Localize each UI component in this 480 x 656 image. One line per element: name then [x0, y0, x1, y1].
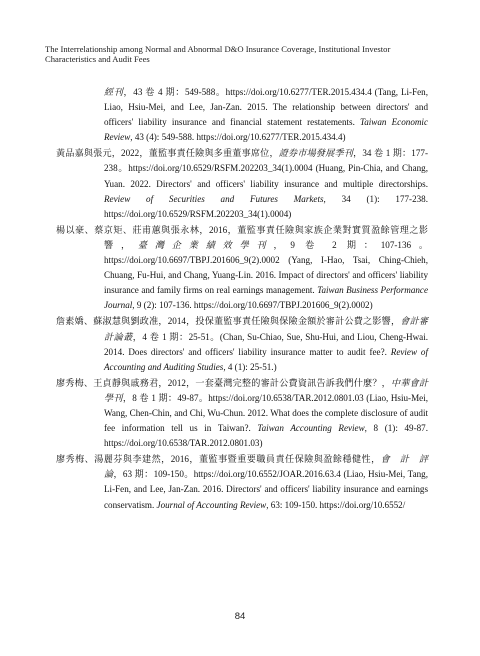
- reference-authors-title: 廖秀梅、湯麗芬與李建然，2016，董監事暨重要職員責任保險與盈餘穩健性，: [56, 454, 381, 465]
- reference-details: ，4 卷 1 期：25-51。(Chan, Su-Chiao, Sue, Shu-Hui, and Liou, Cheng-Hwai. 2014. Does directors' and officers' liability insurance matter to audit fee?.: [104, 331, 428, 357]
- reference-journal-english: Review of Securities and Futures Markets: [104, 193, 324, 204]
- reference-journal: 會計審計論叢: [104, 316, 428, 342]
- reference-details: ，8 卷 1 期：49-87。https://doi.org/10.6538/TAR.2012.0801.03 (Liao, Hsiu-Mei, Wang, Chen-Chin, and Chi, Wu-Chun. 2012. What does the complete disclosure of audit fee information tell us in Taiwan?.: [104, 392, 428, 434]
- reference-details-english: , 9 (2): 107-136. https://doi.org/10.6697/TBPJ.201606_9(2).0002): [132, 300, 373, 311]
- reference-journal-english: Review of Accounting and Auditing Studies: [104, 346, 428, 372]
- reference-details-english: , 43 (4): 549-588. https://doi.org/10.6277/TER.2015.434.4): [130, 132, 346, 143]
- reference-list: [56, 85, 438, 513]
- reference-journal-english: Taiwan Business Performance Journal: [104, 285, 428, 311]
- reference-authors-title: 楊以豪、蔡京矩、莊甫蕙與張永林，2016，董監事責任險與家族企業對實質盈餘管理之影響，: [56, 224, 428, 250]
- reference-entry: [56, 85, 428, 145]
- reference-authors-title: 詹素嬌、蘇淑慧與劉政准，2014，投保董監事責任險與保險金額於審計公費之影響，: [56, 316, 401, 327]
- reference-journal-english: Taiwan Accounting Review: [257, 423, 365, 434]
- reference-details-english: , 4 (1): 25-51.): [223, 361, 277, 372]
- reference-details: ，63 期：109-150。https://doi.org/10.6552/JOAR.2016.63.4 (Liao, Hsiu-Mei, Tang, Li-Fen, and Lee, Jan-Zan. 2016. Directors' and officers' liability insurance and earnings conservatism.: [104, 469, 428, 510]
- reference-details-english: , 63: 109-150. https://doi.org/10.6552/: [266, 499, 406, 510]
- reference-journal: 證券市場發展季刊: [278, 148, 354, 159]
- reference-journal-english: Taiwan Economic Review: [104, 117, 428, 143]
- reference-entry: [56, 452, 438, 512]
- reference-details: ，9 卷 2 期：107-136。https://doi.org/10.6697/TBPJ.201606_9(2).0002 (Yang, I-Hao, Tsai, Ching-Chieh, Chuang, Fu-Hui, and Chang, Yuang-Lin. 2016. Impact of directors' and officers' liability insurance and family firms on real earnings management.: [104, 239, 428, 296]
- reference-details: ，34 卷 1 期：177-238。https://doi.org/10.6529/RSFM.202203_34(1).0004 (Huang, Pin-Chia, and Chang, Yuan. 2022. Directors' and officers' liability insurance and multiple directorships.: [104, 148, 428, 189]
- reference-entry: [56, 223, 428, 314]
- reference-journal: 經刊: [104, 87, 124, 97]
- reference-details-english: , 34 (1): 177-238. https://doi.org/10.6529/RSFM.202203_34(1).0004): [104, 193, 429, 219]
- reference-journal: 臺灣企業績效學刊: [137, 239, 274, 250]
- reference-entry: [56, 376, 428, 451]
- reference-details-english: , 8 (1): 49-87. https://doi.org/10.6538/TAR.2012.0801.03): [104, 423, 428, 449]
- reference-journal: 中華會計學刊: [104, 377, 428, 403]
- reference-authors-title: 黃品嘉與張元，2022，董監事責任險與多重董事席位，: [56, 148, 279, 159]
- reference-details: ，43 卷 4 期：549-588。https://doi.org/10.6277/TER.2015.434.4 (Tang, Li-Fen, Liao, Hsiu-Mei, and Lee, Jan-Zan. 2015. The relationship between directors' and officers' liability insurance and financial statement restatements.: [104, 87, 428, 128]
- reference-journal: 會 計 評 論: [104, 454, 438, 480]
- reference-journal-english: Journal of Accounting Review: [156, 499, 267, 510]
- reference-entry: [56, 146, 428, 221]
- reference-authors-title: 廖秀梅、王貞靜與戚務君，2012，一套臺灣完整的審計公費資訊告訴我們什麼？，: [56, 377, 391, 388]
- reference-entry: [56, 314, 428, 374]
- running-header-line-1: The Interrelationship among Normal and Abnormal D&O Insurance Coverage, Institutional Investor: [45, 44, 391, 54]
- running-header: [45, 44, 445, 64]
- page-number: 84: [234, 611, 246, 622]
- running-header-line-2: Characteristics and Audit Fees: [45, 54, 150, 65]
